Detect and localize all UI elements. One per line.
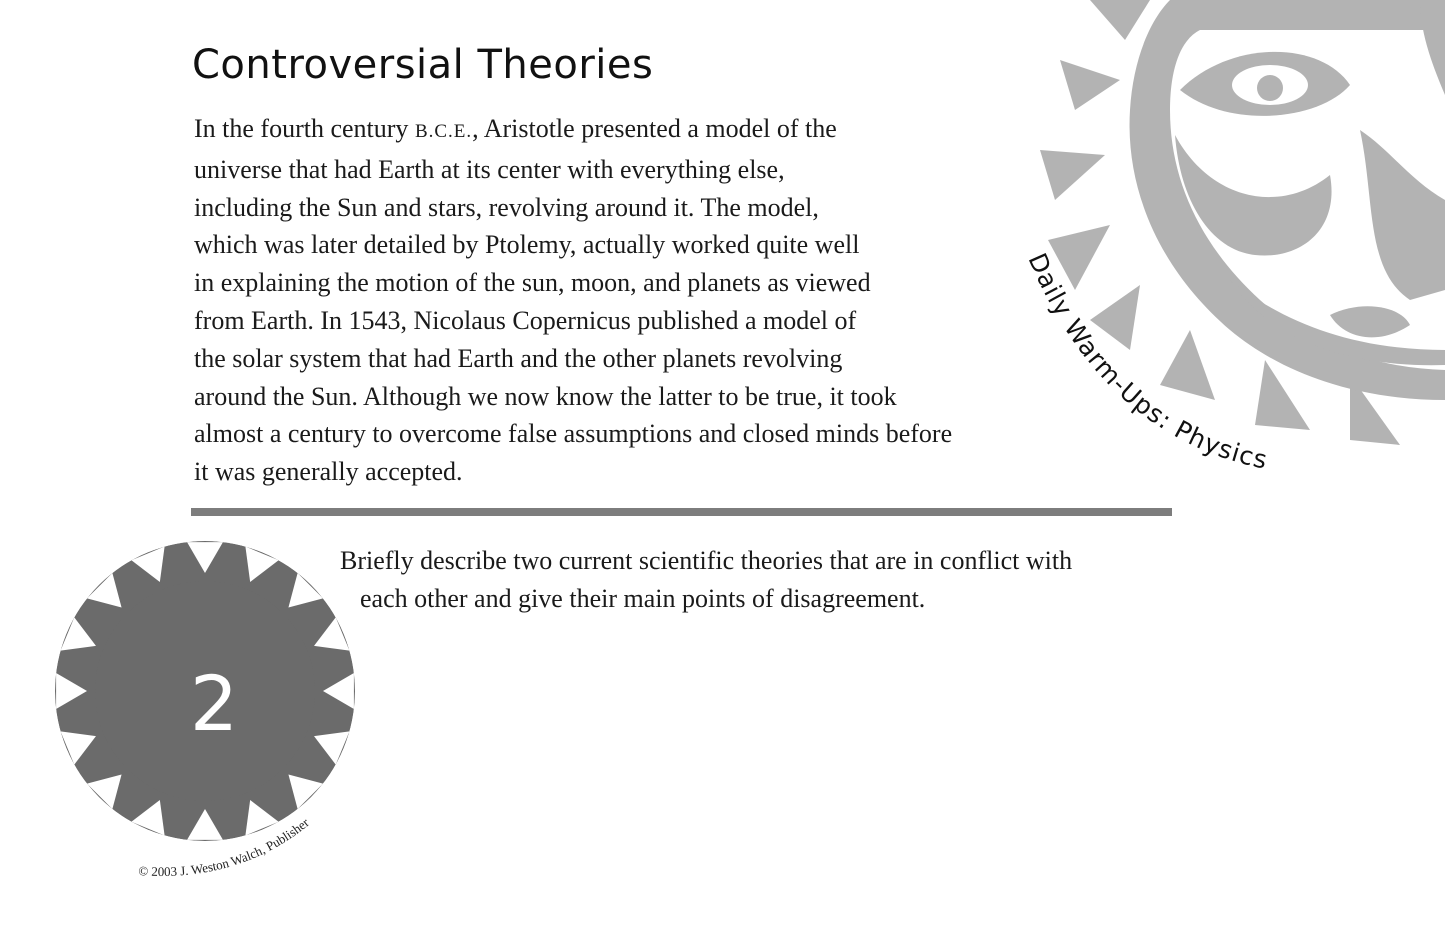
- copyright-arc: [120, 780, 380, 900]
- passage-line: around the Sun. Although we now know the latter to be true, it took: [194, 381, 897, 411]
- passage-line: which was later detailed by Ptolemy, actually worked quite well: [194, 230, 860, 260]
- question-prompt: [340, 542, 1200, 618]
- svg-text:Daily Warm-Ups: Physics: [1022, 249, 1270, 475]
- svg-text:© 2003 J. Weston Walch, Publ: [138, 814, 312, 879]
- series-label: Daily Warm-Ups: Physics: [1022, 248, 1271, 475]
- page-title: Controversial Theories: [192, 42, 654, 88]
- reading-passage: [194, 110, 1044, 491]
- copyright-text: © 2003 J. Weston Walch, Publisher: [137, 814, 312, 880]
- question-line: Briefly describe two current scientific theories that are in conflict with: [340, 546, 1073, 575]
- section-divider: [191, 508, 1172, 516]
- passage-line: in explaining the motion of the sun, moon, and planets as viewed: [194, 268, 871, 298]
- era-abbreviation: B.C.E.: [414, 121, 473, 142]
- passage-line: almost a century to overcome false assumptions and closed minds before: [194, 419, 953, 449]
- badge-number: 2: [189, 659, 239, 748]
- passage-line: universe that had Earth at its center with everything else,: [194, 154, 785, 184]
- passage-line: In the fourth century B.C.E., Aristotle presented a model of the: [194, 114, 837, 143]
- passage-line: from Earth. In 1543, Nicolaus Copernicus published a model of: [194, 305, 857, 335]
- series-label-arc: [1000, 230, 1360, 500]
- passage-line: it was generally accepted.: [194, 457, 463, 487]
- passage-line: the solar system that had Earth and the other planets revolving: [194, 343, 843, 373]
- question-line: each other and give their main points of disagreement.: [360, 584, 926, 613]
- passage-line: including the Sun and stars, revolving around it. The model,: [194, 192, 819, 222]
